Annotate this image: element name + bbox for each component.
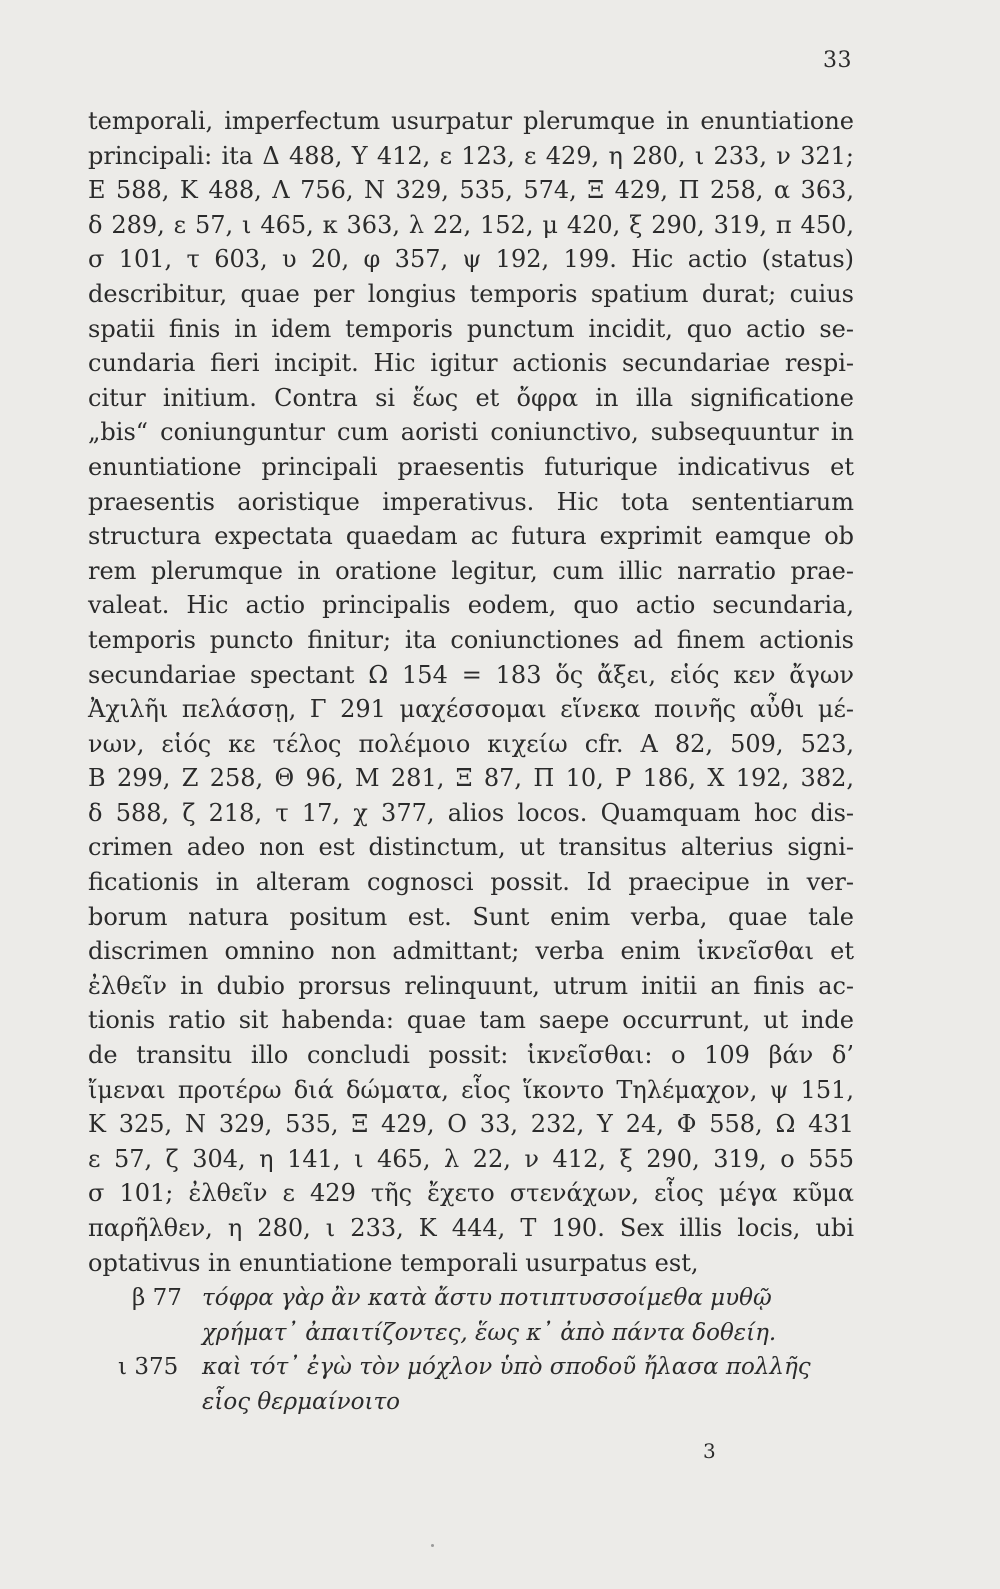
text-line: E 588, K 488, Λ 756, N 329, 535, 574, Ξ 429, Π 258, α 363, [88, 176, 854, 205]
text-line: principali: ita Δ 488, Υ 412, ε 123, ε 429, η 280, ι 233, ν 321; [88, 141, 854, 170]
quotation-reference: β 77 [132, 1285, 182, 1311]
text-line: borum natura positum est. Sunt enim verba, quae tale [88, 902, 854, 931]
text-line: δ 289, ε 57, ι 465, κ 363, λ 22, 152, μ 420, ξ 290, 319, π 450, [88, 210, 854, 239]
text-line: K 325, N 329, 535, Ξ 429, O 33, 232, Υ 24, Φ 558, Ω 431 [88, 1110, 854, 1139]
text-line: ε 57, ζ 304, η 141, ι 465, λ 22, ν 412, ξ 290, 319, ο 555 [88, 1144, 854, 1173]
text-line: optativus in enuntiatione temporali usurpatus est, [88, 1248, 699, 1277]
text-line: de transitu illo concludi possit: ἱκνεῖσθαι: ο 109 βάν δ’ [88, 1041, 854, 1070]
text-line: structura expectata quaedam ac futura exprimit eamque ob [88, 522, 854, 551]
text-line: citur initium. Contra si ἕως et ὄφρα in illa significatione [88, 383, 854, 412]
text-line: σ 101; ἐλθεῖν ε 429 τῆς ἔχετο στενάχων, εἷος μέγα κῦμα [88, 1179, 854, 1208]
text-line: „bis“ coniunguntur cum aoristi coniunctivo, subsequuntur in [88, 418, 854, 447]
text-line: temporali, imperfectum usurpatur plerumque in enuntiatione [88, 107, 854, 135]
text-line: tionis ratio sit habenda: quae tam saepe occurrunt, ut inde [88, 1006, 854, 1035]
text-line: ἴμεναι προτέρω διά δώματα, εἷος ἵκοντο Τηλέμαχον, ψ 151, [88, 1075, 854, 1104]
quotation-line [118, 1385, 838, 1420]
text-line: νων, εἱός κε τέλος πολέμοιο κιχείω cfr. Α 82, 509, 523, [88, 729, 854, 758]
page-number: 33 [823, 48, 852, 73]
text-line: discrimen omnino non admittant; verba enim ἱκνεῖσθαι et [88, 937, 854, 966]
body-text [88, 104, 854, 1280]
paper-speck [431, 1544, 434, 1547]
quotation-block [118, 1350, 838, 1419]
text-line: rem plerumque in oratione legitur, cum illic narratio prae- [88, 556, 854, 585]
quotation-text: καὶ τότ᾿ ἐγὼ τὸν μόχλον ὑπὸ σποδοῦ ἤλασα πολλῆς [202, 1354, 811, 1380]
text-line: temporis puncto finitur; ita coniunctiones ad finem actionis [88, 625, 854, 654]
text-line: describitur, quae per longius temporis spatium durat; cuius [88, 279, 854, 308]
text-line: crimen adeo non est distinctum, ut transitus alterius signi- [88, 833, 854, 862]
quotation-text: τόφρα γὰρ ἂν κατὰ ἄστυ ποτιπτυσσοίμεθα μυθῷ [202, 1285, 772, 1311]
text-line: spatii finis in idem temporis punctum incidit, quo actio se- [88, 314, 854, 343]
text-line: B 299, Z 258, Θ 96, M 281, Ξ 87, Π 10, P 186, X 192, 382, [88, 764, 854, 793]
signature-mark: 3 [703, 1439, 716, 1463]
text-line: Ἀχιλῆι πελάσσῃ, Γ 291 μαχέσσομαι εἵνεκα ποινῆς αὖθι μέ- [88, 695, 854, 724]
text-line: secundariae spectant Ω 154 = 183 ὅς ἄξει, εἱός κεν ἄγων [88, 660, 854, 689]
quotation-text: εἷος θερμαίνοιτο [202, 1388, 401, 1415]
text-line: enuntiatione principali praesentis futurique indicativus et [88, 452, 854, 481]
text-line: ἐλθεῖν in dubio prorsus relinquunt, utrum initii an finis ac- [88, 971, 854, 1000]
quotation-text: χρήματ᾿ ἀπαιτίζοντες, ἕως κ᾿ ἀπὸ πάντα δοθείη. [202, 1319, 777, 1346]
quotation-line [132, 1316, 852, 1351]
quotation-line [132, 1281, 852, 1316]
text-line: σ 101, τ 603, υ 20, φ 357, ψ 192, 199. Hic actio (status) [88, 245, 854, 274]
text-line: παρῆλθεν, η 280, ι 233, K 444, T 190. Sex illis locis, ubi [88, 1214, 854, 1242]
text-line: cundaria fieri incipit. Hic igitur actionis secundariae respi- [88, 349, 854, 378]
text-line: δ 588, ζ 218, τ 17, χ 377, alios locos. Quamquam hoc dis- [88, 798, 854, 827]
quotation-line [118, 1350, 838, 1385]
quotation-reference: ι 375 [118, 1354, 179, 1380]
text-line: praesentis aoristique imperativus. Hic tota sententiarum [88, 487, 854, 516]
text-line: ficationis in alteram cognosci possit. Id praecipue in ver- [88, 868, 854, 897]
text-line: valeat. Hic actio principalis eodem, quo actio secundaria, [88, 591, 854, 620]
quotation-block [132, 1281, 852, 1350]
